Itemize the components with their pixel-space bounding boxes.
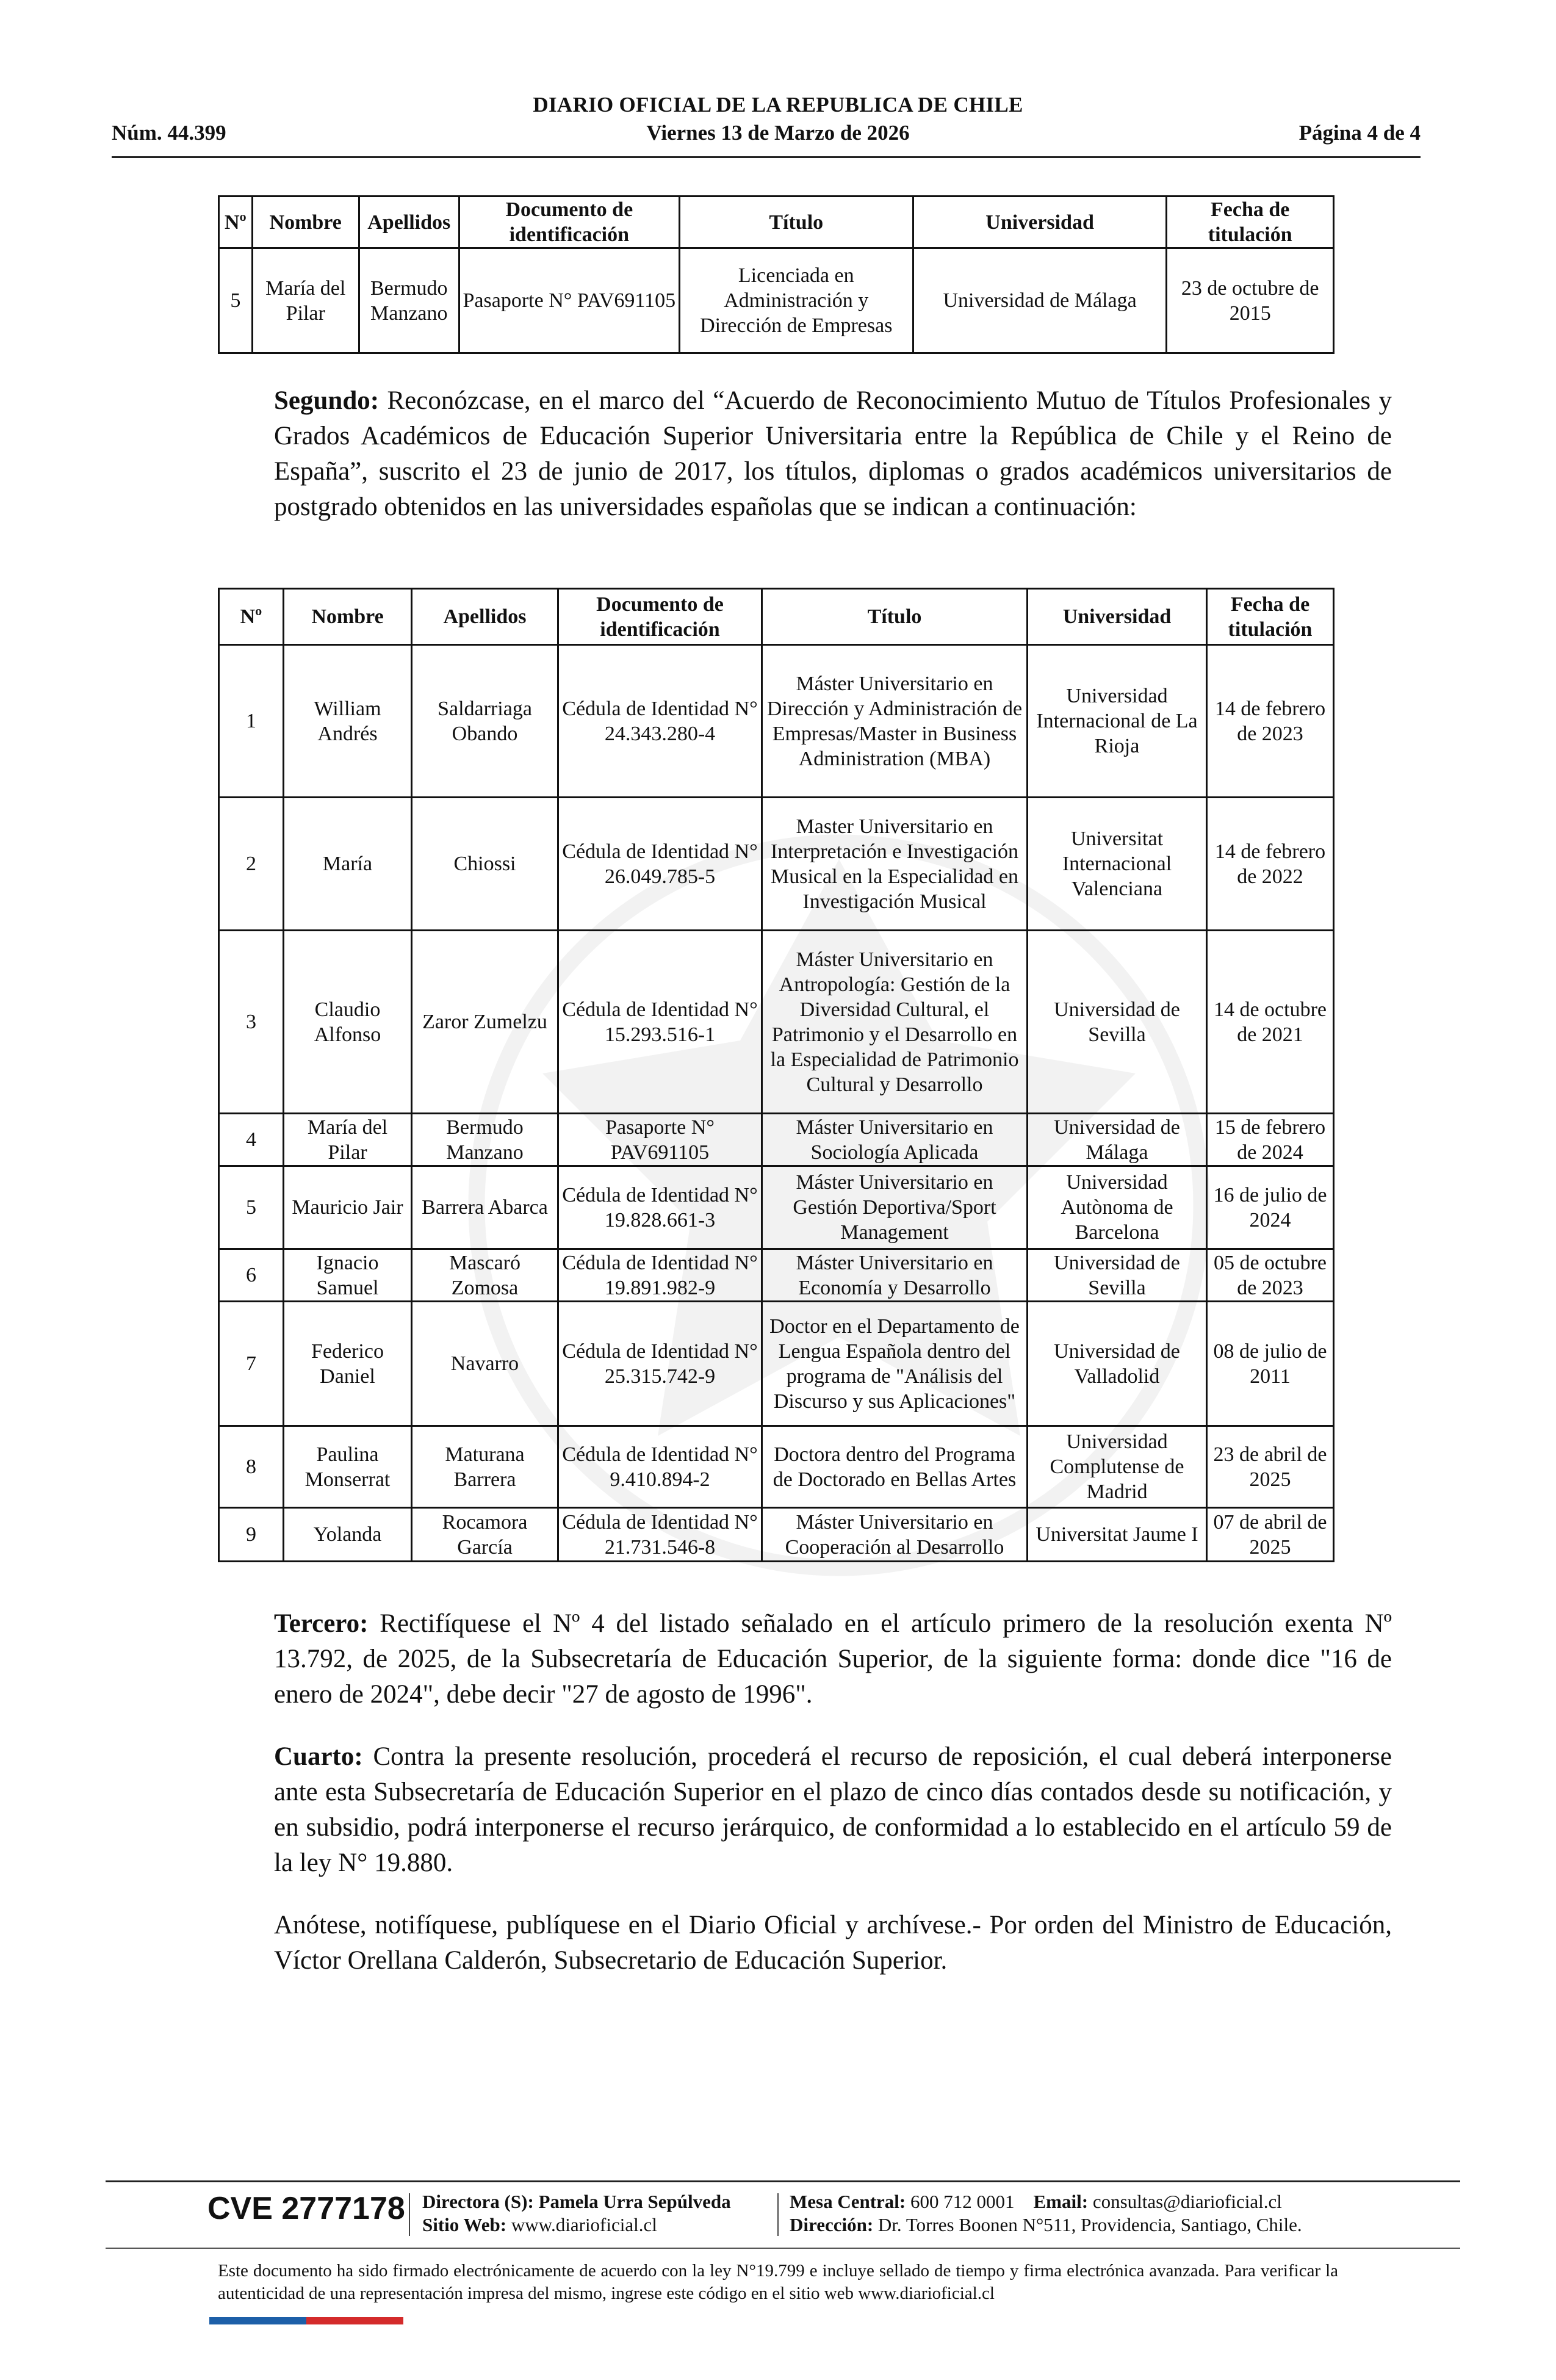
cell-surnames: Navarro xyxy=(412,1302,558,1426)
cell-university: Universidad de Valladolid xyxy=(1028,1302,1207,1426)
cell-date: 14 de febrero de 2022 xyxy=(1207,798,1334,931)
cell-name: Claudio Alfonso xyxy=(284,931,412,1114)
cell-date: 14 de octubre de 2021 xyxy=(1207,931,1334,1114)
cell-id-document: Cédula de Identidad N° 19.828.661-3 xyxy=(558,1166,762,1249)
cell-name: Federico Daniel xyxy=(284,1302,412,1426)
table-row xyxy=(219,645,1334,798)
col-header-id-document: Documento de identificación xyxy=(558,589,762,645)
table-row xyxy=(219,1166,1334,1249)
table-recognized-degrees xyxy=(218,588,1334,1562)
email-label: Email: xyxy=(1033,2191,1089,2212)
col-header-surnames: Apellidos xyxy=(412,589,558,645)
cell-name: Mauricio Jair xyxy=(284,1166,412,1249)
footer-divider xyxy=(106,2180,1460,2182)
cell-date: 23 de octubre de 2015 xyxy=(1167,248,1334,353)
cell-name: Yolanda xyxy=(284,1508,412,1562)
cell-surnames: Chiossi xyxy=(412,798,558,931)
table-header-row xyxy=(219,197,1334,248)
cell-title: Master Universitario en Interpretación e Investigación Musical en la Especialidad en Investigación Musical xyxy=(762,798,1028,931)
header-divider xyxy=(112,156,1421,158)
cell-surnames: Zaror Zumelzu xyxy=(412,931,558,1114)
table-header-row xyxy=(219,589,1334,645)
col-header-title: Título xyxy=(679,197,913,248)
col-header-university: Universidad xyxy=(1028,589,1207,645)
cell-number: 4 xyxy=(219,1114,284,1166)
cell-title: Máster Universitario en Antropología: Gestión de la Diversidad Cultural, el Patrimonio y el Desarrollo en la Especialidad de Patrimonio Cultural y Desarrollo xyxy=(762,931,1028,1114)
cell-university: Universidad Complutense de Madrid xyxy=(1028,1426,1207,1508)
table-row xyxy=(219,1114,1334,1166)
col-header-number: Nº xyxy=(219,197,253,248)
footer-separator xyxy=(777,2193,779,2236)
email-link[interactable]: consultas@diarioficial.cl xyxy=(1092,2191,1282,2212)
cell-title: Máster Universitario en Cooperación al Desarrollo xyxy=(762,1508,1028,1562)
cell-university: Universidad de Málaga xyxy=(1028,1114,1207,1166)
cell-title: Máster Universitario en Economía y Desarrollo xyxy=(762,1249,1028,1302)
cell-id-document: Pasaporte N° PAV691105 xyxy=(459,248,679,353)
cell-date: 16 de julio de 2024 xyxy=(1207,1166,1334,1249)
address-value: Dr. Torres Boonen N°511, Providencia, Santiago, Chile. xyxy=(877,2214,1302,2235)
cell-date: 08 de julio de 2011 xyxy=(1207,1302,1334,1426)
phone-label: Mesa Central: xyxy=(790,2191,906,2212)
paragraph-segundo xyxy=(217,383,1392,525)
cell-surnames: Barrera Abarca xyxy=(412,1166,558,1249)
cell-number: 5 xyxy=(219,1166,284,1249)
cell-title: Máster Universitario en Gestión Deportiva/Sport Management xyxy=(762,1166,1028,1249)
cell-id-document: Cédula de Identidad N° 25.315.742-9 xyxy=(558,1302,762,1426)
cell-name: William Andrés xyxy=(284,645,412,798)
footer-separator xyxy=(409,2193,410,2236)
cell-surnames: Maturana Barrera xyxy=(412,1426,558,1508)
col-header-date: Fecha de titulación xyxy=(1207,589,1334,645)
cell-id-document: Cédula de Identidad N° 21.731.546-8 xyxy=(558,1508,762,1562)
website-label: Sitio Web: xyxy=(422,2214,507,2235)
cell-id-document: Cédula de Identidad N° 26.049.785-5 xyxy=(558,798,762,931)
table-row xyxy=(219,248,1334,353)
flag-bar-red xyxy=(306,2317,403,2324)
cell-name: María del Pilar xyxy=(284,1114,412,1166)
cell-university: Universidad de Málaga xyxy=(913,248,1167,353)
cell-number: 6 xyxy=(219,1249,284,1302)
paragraph-lead: Tercero: xyxy=(274,1609,369,1638)
cve-code: CVE 2777178 xyxy=(207,2191,405,2226)
cell-name: María del Pilar xyxy=(252,248,359,353)
page-indicator: Página 4 de 4 xyxy=(1298,121,1421,145)
cell-university: Universidad Autònoma de Barcelona xyxy=(1028,1166,1207,1249)
cell-date: 07 de abril de 2025 xyxy=(1207,1508,1334,1562)
cell-name: María xyxy=(284,798,412,931)
paragraph-closing: Anótese, notifíquese, publíquese en el Diario Oficial y archívese.- Por orden del Ministro de Educación, Víctor Orellana Calderón, Subsecretario de Educación Superior. xyxy=(274,1911,1392,1975)
paragraph-lead: Segundo: xyxy=(274,386,380,415)
table-row xyxy=(219,1249,1334,1302)
cell-number: 7 xyxy=(219,1302,284,1426)
phone-value: 600 712 0001 xyxy=(910,2191,1015,2212)
cell-surnames: Rocamora García xyxy=(412,1508,558,1562)
cell-id-document: Pasaporte N° PAV691105 xyxy=(558,1114,762,1166)
cell-university: Universitat Internacional Valenciana xyxy=(1028,798,1207,931)
flag-bar-blue xyxy=(209,2317,306,2324)
cell-date: 23 de abril de 2025 xyxy=(1207,1426,1334,1508)
paragraph-tercero xyxy=(217,1606,1392,1712)
issue-date: Viernes 13 de Marzo de 2026 xyxy=(646,121,910,145)
footer-divider-thin xyxy=(106,2248,1460,2249)
col-header-name: Nombre xyxy=(284,589,412,645)
table-row xyxy=(219,1426,1334,1508)
cell-number: 8 xyxy=(219,1426,284,1508)
cell-id-document: Cédula de Identidad N° 9.410.894-2 xyxy=(558,1426,762,1508)
cell-number: 9 xyxy=(219,1508,284,1562)
cell-university: Universidad de Sevilla xyxy=(1028,931,1207,1114)
table-row xyxy=(219,931,1334,1114)
address-label: Dirección: xyxy=(790,2214,874,2235)
footer-contact-left xyxy=(422,2190,731,2237)
gazette-title: DIARIO OFICIAL DE LA REPUBLICA DE CHILE xyxy=(533,93,1023,117)
cell-number: 1 xyxy=(219,645,284,798)
cell-title: Doctor en el Departamento de Lengua Española dentro del programa de "Análisis del Discurso y sus Aplicaciones" xyxy=(762,1302,1028,1426)
col-header-surnames: Apellidos xyxy=(359,197,459,248)
col-header-date: Fecha de titulación xyxy=(1167,197,1334,248)
signature-notice: Este documento ha sido firmado electrónicamente de acuerdo con la ley N°19.799 e incluye sellado de tiempo y firma electrónica avanzada. Para verificar la autenticidad de una representación impresa del mismo, ingrese este código en el sitio web www.diarioficial.cl xyxy=(218,2261,1338,2303)
col-header-title: Título xyxy=(762,589,1028,645)
website-link[interactable]: www.diarioficial.cl xyxy=(511,2214,657,2235)
cell-number: 3 xyxy=(219,931,284,1114)
cell-surnames: Bermudo Manzano xyxy=(359,248,459,353)
col-header-number: Nº xyxy=(219,589,284,645)
cell-id-document: Cédula de Identidad N° 19.891.982-9 xyxy=(558,1249,762,1302)
table-row xyxy=(219,1302,1334,1426)
col-header-university: Universidad xyxy=(913,197,1167,248)
cell-number: 5 xyxy=(219,248,253,353)
cell-university: Universidad Internacional de La Rioja xyxy=(1028,645,1207,798)
table-row xyxy=(219,798,1334,931)
paragraph-cuarto xyxy=(217,1739,1392,1881)
cell-name: Paulina Monserrat xyxy=(284,1426,412,1508)
cell-university: Universidad de Sevilla xyxy=(1028,1249,1207,1302)
issue-number: Núm. 44.399 xyxy=(112,121,226,145)
cell-id-document: Cédula de Identidad N° 24.343.280-4 xyxy=(558,645,762,798)
cell-date: 05 de octubre de 2023 xyxy=(1207,1249,1334,1302)
flag-color-bar xyxy=(209,2317,403,2324)
cell-name: Ignacio Samuel xyxy=(284,1249,412,1302)
cell-title: Máster Universitario en Dirección y Administración de Empresas/Master in Business Administration (MBA) xyxy=(762,645,1028,798)
cell-title: Máster Universitario en Sociología Aplicada xyxy=(762,1114,1028,1166)
col-header-name: Nombre xyxy=(252,197,359,248)
cell-date: 15 de febrero de 2024 xyxy=(1207,1114,1334,1166)
paragraph-text: Reconózcase, en el marco del “Acuerdo de Reconocimiento Mutuo de Títulos Profesionales y Grados Académicos de Educación Superior Universitaria entre la República de Chile y el Reino de España”, suscrito el 23 de junio de 2017, los títulos, diplomas o grados académicos universitarios de postgrado obtenidos en las universidades españolas que se indican a continuación: xyxy=(274,386,1392,521)
footer-contact-right xyxy=(790,2190,1302,2237)
cell-title: Licenciada en Administración y Dirección de Empresas xyxy=(679,248,913,353)
paragraph-text: Contra la presente resolución, procederá el recurso de reposición, el cual deberá interponerse ante esta Subsecretaría de Educación Superior en el plazo de cinco días contados desde su notificación, y en subsidio, podrá interponerse el recurso jerárquico, de conformidad a lo establecido en el artículo 59 de la ley N° 19.880. xyxy=(274,1742,1392,1877)
cell-id-document: Cédula de Identidad N° 15.293.516-1 xyxy=(558,931,762,1114)
director-label: Directora (S): xyxy=(422,2191,534,2212)
table-previous-resolution xyxy=(218,195,1334,354)
cell-surnames: Bermudo Manzano xyxy=(412,1114,558,1166)
col-header-id-document: Documento de identificación xyxy=(459,197,679,248)
paragraph-text: Rectifíquese el Nº 4 del listado señalado en el artículo primero de la resolución exenta Nº 13.792, de 2025, de la Subsecretaría de Educación Superior, de la siguiente forma: donde dice "16 de enero de 2024", debe decir "27 de agosto de 1996". xyxy=(274,1609,1392,1709)
cell-date: 14 de febrero de 2023 xyxy=(1207,645,1334,798)
paragraph-lead: Cuarto: xyxy=(274,1742,363,1771)
cell-surnames: Saldarriaga Obando xyxy=(412,645,558,798)
cell-surnames: Mascaró Zomosa xyxy=(412,1249,558,1302)
cell-number: 2 xyxy=(219,798,284,931)
table-row xyxy=(219,1508,1334,1562)
cell-title: Doctora dentro del Programa de Doctorado en Bellas Artes xyxy=(762,1426,1028,1508)
cell-university: Universitat Jaume I xyxy=(1028,1508,1207,1562)
director-name: Pamela Urra Sepúlveda xyxy=(538,2191,731,2212)
